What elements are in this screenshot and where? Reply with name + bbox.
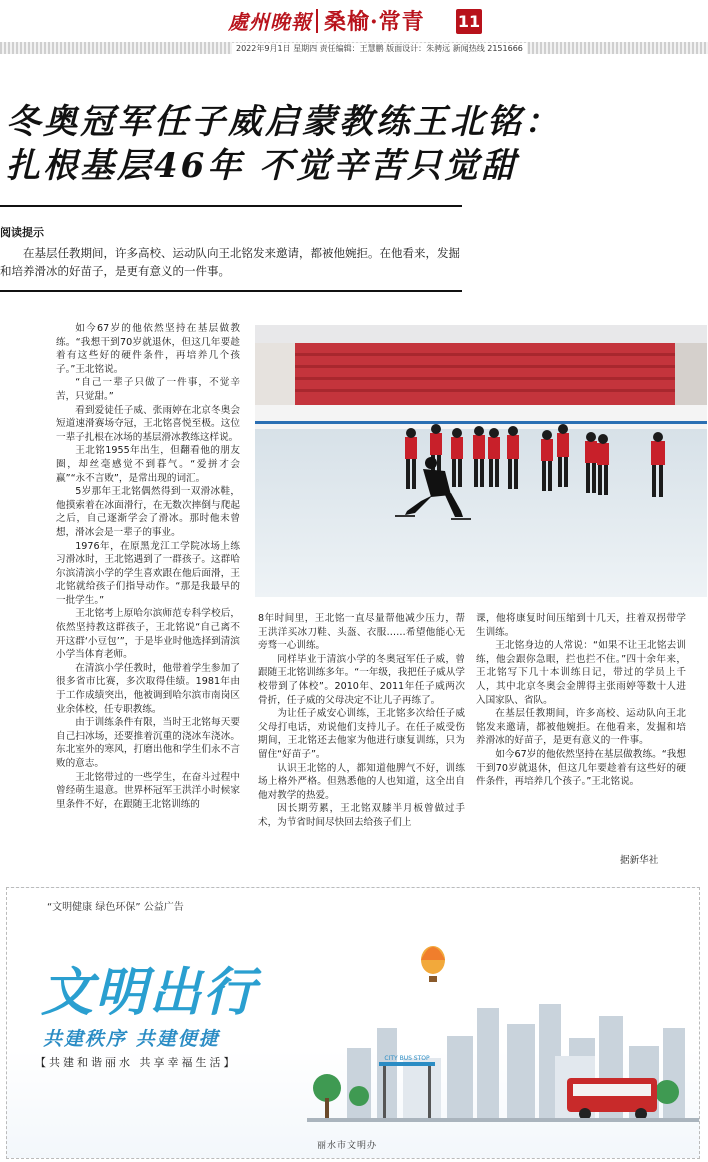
page-number-badge: 11 <box>456 9 482 34</box>
article-paragraph: 课，他将康复时间压缩到十几天，拄着双拐带学生训练。 <box>476 613 686 638</box>
article-paragraph: 5岁那年王北铭偶然得到一双滑冰鞋，他摸索着在冰面滑行，在无数次摔倒与爬起之后，自己逐渐学会了滑冰。那时他未曾想，滑冰会是一辈子的事业。 <box>56 486 240 538</box>
article-paragraph: 如今67岁的他依然坚持在基层做教练。“我想干到70岁就退休，但这几年要趁着有这些好的硬件条件，再培养几个孩子。”王北铭说。 <box>476 748 686 788</box>
public-service-ad <box>6 887 700 1159</box>
headline-line-1: 冬奥冠军任子威启蒙教练王北铭： <box>6 102 561 142</box>
ad-title: 文明出行 <box>41 963 258 1023</box>
masthead <box>0 0 708 42</box>
ad-credit: 丽水市文明办 <box>317 1141 378 1151</box>
masthead-divider <box>316 9 318 33</box>
article-paragraph: 因长期劳累，王北铭双膝半月板曾做过手术，为节省时间尽快回去给孩子们上 <box>258 803 465 828</box>
lead-text: 在基层任教期间，许多高校、运动队向王北铭发来邀请，都被他婉拒。在他看来，发掘和培养滑冰的好苗子，是更有意义的一件事。 <box>0 246 460 278</box>
article-column-3 <box>476 612 686 789</box>
ad-label: “文明健康 绿色环保” 公益广告 <box>47 902 184 913</box>
city-skyline-illustration <box>307 928 700 1133</box>
ad-slogan: 共建秩序 共建便捷 <box>43 1028 220 1050</box>
newspaper-name: 處州晚報 <box>228 10 312 34</box>
hot-air-balloon-icon <box>421 946 445 982</box>
issue-meta-line: 2022年9月1日 星期四 责任编辑：王慧鹏 版面设计：朱骋远 新闻热线 2151666 <box>232 43 527 54</box>
lead-bottom-rule <box>0 290 462 292</box>
article-paragraph: 如今67岁的他依然坚持在基层做教练。“我想干到70岁就退休，但这几年要趁着有这些好的硬件条件，再培养几个孩子。”王北铭说。 <box>56 323 240 375</box>
article-column-1 <box>56 322 240 811</box>
article-paragraph: 看到爱徒任子威、张雨婷在北京冬奥会短道速滑赛场夺冠，王北铭喜悦至极。这位一辈子扎根在冰场的基层滑冰教练这样说。 <box>56 404 240 443</box>
article-paragraph: 由于训练条件有限，当时王北铭每天要自己扫冰场，还要推着沉重的浇冰车浇冰。东北室外的寒风，打磨出他和学生们永不言败的意志。 <box>56 717 240 769</box>
article-paragraph: 王北铭考上原哈尔滨师范专科学校后，依然坚持教这群孩子，王北铭说“自己离不开这群‘小豆包’”，于是毕业时他选择到清滨小学当体育老师。 <box>56 608 240 661</box>
bus-stop-sign: CITY BUS STOP <box>384 1055 430 1062</box>
article-paragraph: 为让任子威安心训练，王北铭多次给任子威父母打电话，劝说他们支持儿子。在任子威受伤期间，王北铭还去他家为他进行康复训练，只为留住“好苗子”。 <box>258 708 465 760</box>
ice-rink-photo <box>255 325 707 597</box>
article-paragraph: 王北铭身边的人常说：“如果不让王北铭去训练，他会跟你急眼，拦也拦不住。”四十余年来，王北铭写下几十本训练日记，带过的学员上千人，其中北京冬奥会金牌得主张雨婷等数十人进入国家队、省队。 <box>476 640 686 706</box>
article-paragraph: 1976年，在原黑龙江工学院冰场上练习滑冰时，王北铭遇到了一群孩子。这群哈尔滨清滨小学的学生喜欢跟在他后面滑，王北铭就给孩子们指导动作。“那是我最早的一批学生。” <box>56 540 240 606</box>
article-byline: 据新华社 <box>620 855 659 866</box>
article-column-2 <box>258 612 465 830</box>
article-paragraph: 8年时间里，王北铭一直尽量帮他减少压力，帮王洪洋买冰刀鞋、头盔、衣服……希望他能心无旁骛一心训练。 <box>258 613 465 652</box>
article-paragraph: 王北铭1955年出生，但翻看他的朋友圈，却丝毫感觉不到暮气。“爱拼才会赢”“永不言败”，是常出现的词汇。 <box>56 445 240 484</box>
article-paragraph: 在基层任教期间，许多高校、运动队向王北铭发来邀请，都被他婉拒。在他看来，发掘和培养滑冰的好苗子，是更有意义的一件事。 <box>476 708 686 747</box>
article-paragraph: 同样毕业于清滨小学的冬奥冠军任子威，曾跟随王北铭训练多年。“一年级，我把任子威从学校带到了体校”。2010年、2011年任子威两次骨折，任子威的父母决定不让儿子再练了。 <box>258 653 465 706</box>
lead-top-rule <box>0 205 462 207</box>
article-paragraph: 认识王北铭的人，都知道他脾气不好，训练场上格外严格。但熟悉他的人也知道，这全出自他对教学的热爱。 <box>258 762 465 801</box>
lead-title: 阅读提示 <box>0 226 44 239</box>
ad-subline: 【共建和谐丽水 共享幸福生活】 <box>35 1056 238 1069</box>
ice-rink-photo-illustration <box>255 325 707 597</box>
section-name: 桑榆·常青 <box>324 9 425 35</box>
article-paragraph: 在清滨小学任教时，他带着学生参加了很多省市比赛，多次取得佳绩。1981年由于工作成绩突出，他被调到哈尔滨市南岗区业余体校，任专职教练。 <box>56 662 240 715</box>
article-paragraph: “自己一辈子只做了一件事，不觉辛苦，只觉甜。” <box>56 377 240 402</box>
headline-line-2: 扎根基层46年 不觉辛苦只觉甜 <box>6 146 519 186</box>
article-paragraph: 王北铭带过的一些学生，在奋斗过程中曾经萌生退意。世界杯冠军王洪洋小时候家里条件不好，在跟随王北铭训练的 <box>56 771 240 810</box>
